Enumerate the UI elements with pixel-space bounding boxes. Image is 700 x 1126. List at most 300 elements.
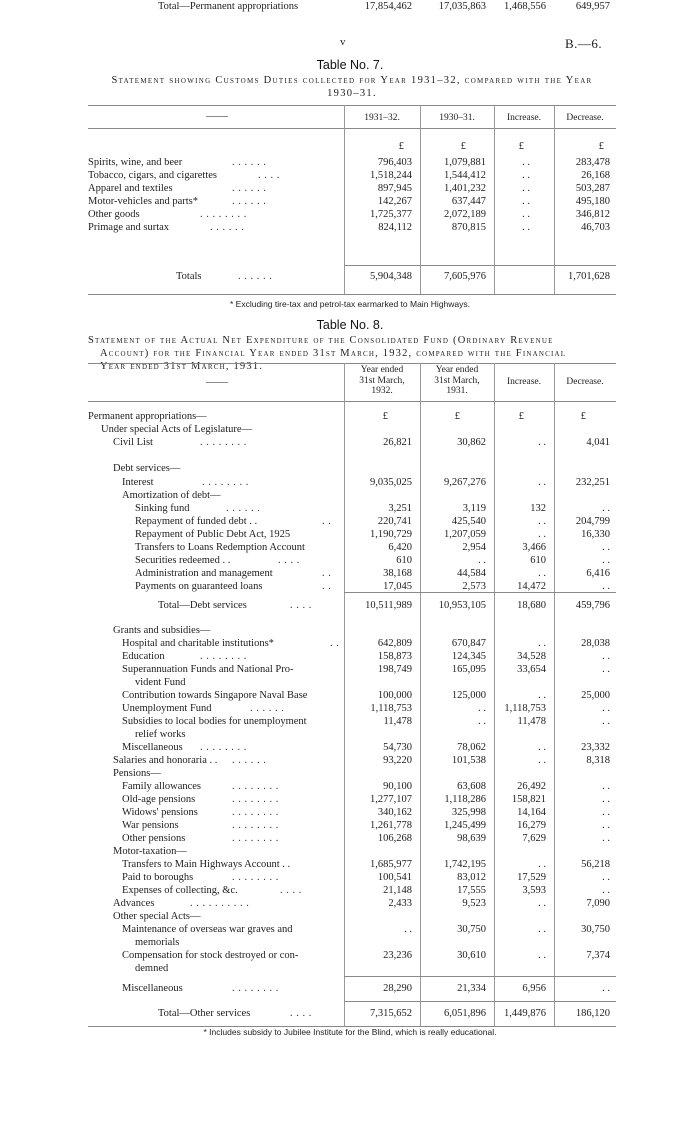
row-label: Civil List [113, 437, 153, 448]
leader-dots: . . . . . . . . [200, 651, 247, 662]
row-label: Tobacco, cigars, and cigarettes [88, 170, 217, 181]
cell-inc: . . [538, 568, 546, 579]
cell-dec: 28,038 [581, 638, 610, 649]
table-row [0, 567, 700, 580]
cell-v2: . . [478, 716, 486, 727]
row-label: Other goods [88, 209, 140, 220]
table-row [0, 410, 700, 423]
cell-v1: 1,190,729 [370, 529, 412, 540]
table8-unit-row: £ £ £ £ [382, 411, 586, 422]
cell-v2: 325,998 [451, 807, 486, 818]
row-label: War pensions [122, 820, 179, 831]
table-row [0, 624, 700, 637]
table-row [0, 962, 700, 975]
cell-dec: 46,703 [581, 222, 610, 233]
cell-inc: 3,466 [522, 542, 546, 553]
row-label: Debt services— [113, 463, 181, 474]
row-label: Family allowances [122, 781, 202, 792]
cell-dec: 23,332 [581, 742, 610, 753]
cell-inc: . . [538, 859, 546, 870]
table-row [0, 156, 700, 169]
cell-v2: 1,544,412 [444, 170, 486, 181]
leader-dots: . . . . . . . . . . [190, 898, 250, 909]
row-label: Transfers to Loans Redemption Account [135, 542, 305, 553]
table-row [0, 897, 700, 910]
cell-v1: 3,251 [388, 503, 412, 514]
leader-dots: . . . . . . . . [232, 781, 279, 792]
table7-footnote: * Excluding tire-tax and petrol-tax earmarked to Main Highways. [230, 299, 470, 309]
cell-inc: 14,164 [517, 807, 546, 818]
table8-statement-line1: Statement of the Actual Net Expenditure of the Consolidated Fund (Ordinary Revenue [88, 335, 554, 346]
cell-v1: 17,045 [383, 581, 412, 592]
page-reference: B.—6. [565, 36, 603, 51]
cell-v2: 30,862 [457, 437, 486, 448]
leader-dots: . . . . [278, 555, 300, 566]
cell-dec: 346,812 [575, 209, 610, 220]
table-row [0, 702, 700, 715]
table8-col-header: Year ended 31st March, 1931. [434, 365, 480, 396]
row-label: Superannuation Funds and National Pro- [122, 664, 294, 675]
table7-statement-line1: Statement showing Customs Duties collected for Year 1931–32, compared with the Year [111, 75, 593, 86]
cell-dec: 283,478 [575, 157, 610, 168]
row-label: Maintenance of overseas war graves and [122, 924, 293, 935]
cell-v1: 1,725,377 [370, 209, 412, 220]
table8-subtotal-rule [344, 1001, 616, 1002]
row-label: Under special Acts of Legislature— [101, 424, 253, 435]
row-label: Advances [113, 898, 155, 909]
cell-inc: 3,593 [522, 885, 546, 896]
table-row [0, 650, 700, 663]
cell-v1: 21,148 [383, 885, 412, 896]
cell-v1: 198,749 [377, 664, 412, 675]
cell-dec: 16,330 [581, 529, 610, 540]
cell-dec: . . [602, 872, 610, 883]
table-row [0, 845, 700, 858]
table8-statement-line3: Year ended 31st March, 1931. [100, 361, 264, 372]
cell-dec: 7,374 [586, 950, 610, 961]
cell-inc: 132 [530, 503, 546, 514]
table-row [0, 936, 700, 949]
table7-title: Table No. 7. [316, 58, 384, 72]
row-label: Transfers to Main Highways Account . . [122, 859, 291, 870]
cell-dec: . . [602, 581, 610, 592]
table-row [0, 754, 700, 767]
leader-dots: . . . . . . . . [202, 477, 249, 488]
cell-v1: 38,168 [383, 568, 412, 579]
cell-inc: 11,478 [517, 716, 546, 727]
cell-v2: 1,207,059 [444, 529, 486, 540]
table-row [0, 982, 700, 995]
cell-v2: 1,401,232 [444, 183, 486, 194]
row-label: Other pensions [122, 833, 186, 844]
cell-v1: 642,809 [377, 638, 412, 649]
row-label: Unemployment Fund [122, 703, 212, 714]
cell-dec: 56,218 [581, 859, 610, 870]
cell-dec: 7,090 [586, 898, 610, 909]
leader-dots: . . [322, 516, 332, 527]
table8-col-header: Increase. [506, 377, 541, 387]
cell-dec: 4,041 [586, 437, 610, 448]
row-label: Total—Debt services [158, 600, 247, 611]
row-label: relief works [135, 729, 186, 740]
cell-inc: . . [522, 209, 530, 220]
cell-v2: 165,095 [451, 664, 486, 675]
cell-v1: 340,162 [377, 807, 412, 818]
cell-v1: 9,035,025 [370, 477, 412, 488]
row-label: vident Fund [135, 677, 186, 688]
cell-dec: 503,287 [575, 183, 610, 194]
table7-col-header: Increase. [506, 113, 541, 123]
cell-dec: 204,799 [575, 516, 610, 527]
cell-v1: 7,315,652 [370, 1008, 412, 1019]
leader-dots: . . . . . . . . [232, 794, 279, 805]
row-label: Education [122, 651, 165, 662]
leader-dots: . . . . . . . . [232, 820, 279, 831]
cell-dec: . . [602, 555, 610, 566]
leader-dots: . . [322, 568, 332, 579]
row-label: Sinking fund [135, 503, 190, 514]
cell-v1: 1,118,753 [370, 703, 412, 714]
row-label: Motor-taxation— [113, 846, 187, 857]
cell-v2: 1,079,881 [444, 157, 486, 168]
cell-v1: 2,433 [388, 898, 412, 909]
table7-unit-row: £ £ £ £ [398, 141, 604, 152]
cell-v1: 28,290 [383, 983, 412, 994]
cell-v1: 6,420 [388, 542, 412, 553]
cell-v2: 425,540 [451, 516, 486, 527]
cell-inc: . . [538, 924, 546, 935]
table7-col-header: Decrease. [566, 113, 604, 123]
cell-inc: 16,279 [517, 820, 546, 831]
table-row [0, 169, 700, 182]
leader-dots: . . . . . . . . [232, 807, 279, 818]
cell-v1: 824,112 [378, 222, 412, 233]
cell-v2: 637,447 [451, 196, 486, 207]
table-row [0, 793, 700, 806]
table-row [0, 489, 700, 502]
cell-v2: . . [478, 555, 486, 566]
cell-v2: 9,523 [462, 898, 486, 909]
table-row [0, 832, 700, 845]
cell-v1: 897,945 [377, 183, 412, 194]
leader-dots: . . [322, 581, 332, 592]
cell-v2: 1,245,499 [444, 820, 486, 831]
table8-col-header: Decrease. [566, 377, 604, 387]
cell-dec: . . [602, 503, 610, 514]
cell-dec: . . [602, 807, 610, 818]
cell-dec: . . [602, 794, 610, 805]
cell-v2: 10,953,105 [438, 600, 486, 611]
leader-dots: . . . . [258, 170, 280, 181]
cell-v2: 9,267,276 [444, 477, 486, 488]
cell-inc: . . [522, 157, 530, 168]
table7-col-header: 1931–32. [364, 113, 400, 123]
table-row [0, 462, 700, 475]
cell-inc: 18,680 [517, 600, 546, 611]
page-number: v [340, 36, 346, 48]
cell-inc: . . [538, 529, 546, 540]
cell-v2: 1,118,286 [444, 794, 486, 805]
cell-dec: . . [602, 716, 610, 727]
cell-v1: 1,518,244 [370, 170, 412, 181]
row-label: Spirits, wine, and beer [88, 157, 183, 168]
cell-inc: . . [538, 437, 546, 448]
cell-dec: 495,180 [575, 196, 610, 207]
cell-inc: . . [522, 183, 530, 194]
cell-inc: 17,529 [517, 872, 546, 883]
table-row [0, 910, 700, 923]
table-row [0, 208, 700, 221]
cell-v2: 78,062 [457, 742, 486, 753]
table8-col-header: Year ended 31st March, 1932. [359, 365, 405, 396]
cell-v2: 125,000 [451, 690, 486, 701]
table7-stub-header: —— [206, 110, 228, 122]
cell-inc: 33,654 [517, 664, 546, 675]
cell-v1: . . [404, 924, 412, 935]
leader-dots: . . . . [290, 1008, 312, 1019]
row-label: Primage and surtax [88, 222, 170, 233]
leader-dots: . . . . . . [232, 183, 267, 194]
cell-dec: 30,750 [581, 924, 610, 935]
cell-inc: . . [538, 638, 546, 649]
cell-dec: . . [602, 781, 610, 792]
cell-v1: 10,511,989 [365, 600, 412, 611]
table8-footnote: * Includes subsidy to Jubilee Institute for the Blind, which is really educational. [203, 1027, 497, 1037]
row-label: Hospital and charitable institutions* [122, 638, 274, 649]
table7-col-header: 1930–31. [439, 113, 475, 123]
table8-stub-header: —— [206, 376, 228, 388]
row-label: Contribution towards Singapore Naval Base [122, 690, 308, 701]
leader-dots: . . . . . . . . [200, 437, 247, 448]
leader-dots: . . . . . . [232, 755, 267, 766]
cell-inc: 1,468,556 [504, 1, 546, 12]
row-label: Securities redeemed . . [135, 555, 231, 566]
cell-dec: 232,251 [575, 477, 610, 488]
table-row [0, 0, 700, 13]
cell-dec: 186,120 [575, 1008, 610, 1019]
cell-dec: . . [602, 651, 610, 662]
cell-v2: 44,584 [457, 568, 486, 579]
row-label: Apparel and textiles [88, 183, 173, 194]
cell-v2: 2,573 [462, 581, 486, 592]
row-label: Miscellaneous [122, 983, 183, 994]
cell-v2: 30,750 [457, 924, 486, 935]
cell-v2: 1,742,195 [444, 859, 486, 870]
row-label: Grants and subsidies— [113, 625, 211, 636]
cell-v1: 17,854,462 [364, 1, 412, 12]
table8-header-rule [88, 401, 616, 402]
leader-dots: . . . . . . . . [200, 742, 247, 753]
row-label: Administration and management [135, 568, 273, 579]
row-label: Total—Permanent appropriations [158, 1, 299, 12]
table-row [0, 780, 700, 793]
table-row [0, 554, 700, 567]
table-row [0, 423, 700, 436]
row-label: Amortization of debt— [122, 490, 221, 501]
cell-dec: . . [602, 542, 610, 553]
leader-dots: . . . . [290, 600, 312, 611]
table-row [0, 580, 700, 593]
cell-v1: 796,403 [377, 157, 412, 168]
row-label: memorials [135, 937, 180, 948]
cell-v2: 17,555 [457, 885, 486, 896]
leader-dots: . . . . . . . . [232, 833, 279, 844]
table-row [0, 182, 700, 195]
cell-inc: . . [538, 690, 546, 701]
cell-inc: 1,449,876 [504, 1008, 546, 1019]
cell-v1: 1,685,977 [370, 859, 412, 870]
cell-v2: 6,051,896 [444, 1008, 486, 1019]
cell-v2: 83,012 [457, 872, 486, 883]
table-row [0, 515, 700, 528]
table-row [0, 689, 700, 702]
leader-dots: . . . . . . [210, 222, 245, 233]
leader-dots: . . . . . . . . [232, 983, 279, 994]
cell-dec: 26,168 [581, 170, 610, 181]
cell-v2: 63,608 [457, 781, 486, 792]
cell-inc: 7,629 [522, 833, 546, 844]
cell-v2: 98,639 [457, 833, 486, 844]
cell-dec: . . [602, 820, 610, 831]
table7-total-rule [344, 265, 616, 266]
cell-v1: 1,277,107 [370, 794, 412, 805]
table-row [0, 221, 700, 234]
row-label: Repayment of funded debt . . [135, 516, 258, 527]
cell-inc: . . [538, 898, 546, 909]
cell-v1: 1,261,778 [370, 820, 412, 831]
cell-inc: . . [538, 742, 546, 753]
row-label: Paid to boroughs [122, 872, 194, 883]
cell-v1: 11,478 [383, 716, 412, 727]
cell-v2: 670,847 [451, 638, 486, 649]
cell-inc: . . [538, 755, 546, 766]
table-row [0, 884, 700, 897]
cell-inc: . . [538, 950, 546, 961]
table8-top-rule [88, 363, 616, 364]
table-row [0, 528, 700, 541]
table7-bottom-rule [88, 294, 616, 295]
row-label: Miscellaneous [122, 742, 183, 753]
table8-subtotal-rule [344, 976, 616, 977]
table-row [0, 949, 700, 962]
cell-inc: . . [522, 222, 530, 233]
row-label: Interest [122, 477, 154, 488]
table-row [0, 923, 700, 936]
cell-v1: 158,873 [377, 651, 412, 662]
cell-v1: 100,000 [377, 690, 412, 701]
row-label: Salaries and honoraria . . [113, 755, 218, 766]
cell-inc: 26,492 [517, 781, 546, 792]
cell-v1: 142,267 [377, 196, 412, 207]
cell-inc: 6,956 [522, 983, 546, 994]
cell-inc: . . [522, 170, 530, 181]
row-label: Other special Acts— [113, 911, 201, 922]
table8-statement-line2: Account) for the Financial Year ended 31st March, 1932, compared with the Financial [100, 348, 567, 359]
table-row [0, 1007, 700, 1020]
leader-dots: . . [330, 638, 340, 649]
cell-dec: 6,416 [586, 568, 610, 579]
table-row [0, 819, 700, 832]
cell-inc: . . [538, 516, 546, 527]
table7-header-rule [88, 128, 616, 129]
cell-v2: 124,345 [451, 651, 486, 662]
cell-v2: 2,072,189 [444, 209, 486, 220]
row-label: Subsidies to local bodies for unemployment [122, 716, 307, 727]
cell-v2: 101,538 [451, 755, 486, 766]
cell-v1: 23,236 [383, 950, 412, 961]
cell-dec: 8,318 [586, 755, 610, 766]
table-row [0, 767, 700, 780]
row-label: demned [135, 963, 169, 974]
cell-v1: 610 [396, 555, 412, 566]
cell-inc: . . [522, 196, 530, 207]
cell-v1: 220,741 [377, 516, 412, 527]
cell-v2: 2,954 [462, 542, 486, 553]
cell-v2: 870,815 [451, 222, 486, 233]
row-label: Old-age pensions [122, 794, 196, 805]
table7-statement [88, 74, 616, 100]
leader-dots: . . . . . . [250, 703, 285, 714]
cell-v1: 90,100 [383, 781, 412, 792]
cell-v2: 30,610 [457, 950, 486, 961]
table-row [0, 728, 700, 741]
cell-inc: 1,118,753 [504, 703, 546, 714]
cell-dec: . . [602, 833, 610, 844]
cell-v2: 17,035,863 [438, 1, 486, 12]
table-row [0, 858, 700, 871]
table7-top-rule [88, 105, 616, 106]
leader-dots: . . . . . . [226, 503, 261, 514]
table-row [0, 476, 700, 489]
leader-dots: . . . . . . . . [232, 872, 279, 883]
table-row [0, 502, 700, 515]
cell-v1: 26,821 [383, 437, 412, 448]
leader-dots: . . . . . . . . [200, 209, 247, 220]
cell-dec: 649,957 [575, 1, 610, 12]
cell-v1: 106,268 [377, 833, 412, 844]
table-row [0, 741, 700, 754]
cell-inc: . . [538, 477, 546, 488]
table-row [0, 715, 700, 728]
cell-inc: 610 [530, 555, 546, 566]
table8-title: Table No. 8. [316, 318, 384, 332]
row-label: Total—Other services [158, 1008, 251, 1019]
cell-v2: 3,119 [462, 503, 486, 514]
table-row [0, 637, 700, 650]
cell-dec: . . [602, 703, 610, 714]
row-label: Widows' pensions [122, 807, 198, 818]
cell-v2: 21,334 [457, 983, 486, 994]
cell-v1: 93,220 [383, 755, 412, 766]
cell-dec: 459,796 [575, 600, 610, 611]
table-row [0, 599, 700, 612]
table7-statement-line2: 1930–31. [327, 88, 377, 99]
cell-inc: 158,821 [511, 794, 546, 805]
table-row [0, 195, 700, 208]
cell-v1: 54,730 [383, 742, 412, 753]
cell-dec: . . [602, 983, 610, 994]
cell-v1: 100,541 [377, 872, 412, 883]
cell-v2: . . [478, 703, 486, 714]
cell-dec: . . [602, 664, 610, 675]
table-row [0, 806, 700, 819]
table-row [0, 676, 700, 689]
table-row [0, 871, 700, 884]
leader-dots: . . . . [280, 885, 302, 896]
table-row [0, 663, 700, 676]
row-label: Expenses of collecting, &c. [122, 885, 238, 896]
table-row [0, 436, 700, 449]
